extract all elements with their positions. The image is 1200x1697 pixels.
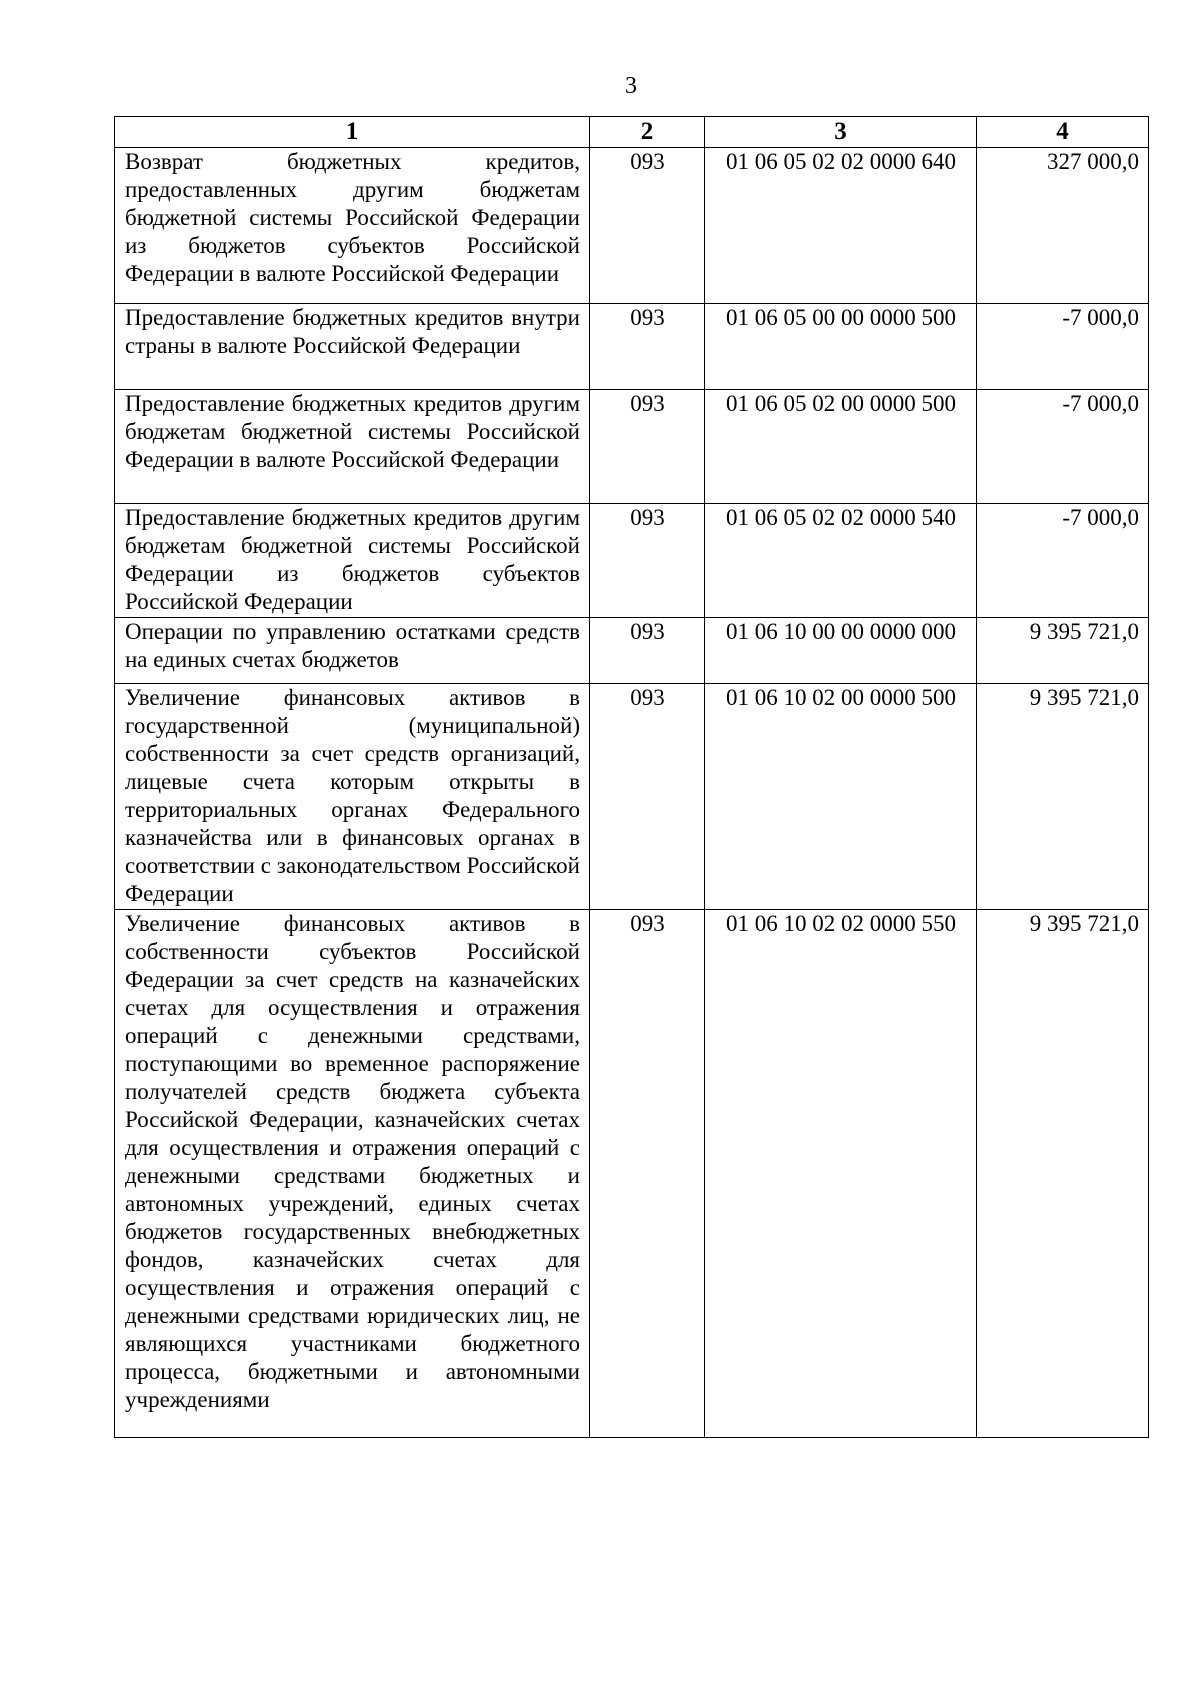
row-name: Операции по управлению остатками средств на единых счетах бюджетов xyxy=(115,618,590,684)
row-amount: 9 395 721,0 xyxy=(977,910,1149,1438)
row-budget-code: 01 06 05 02 02 0000 640 xyxy=(705,148,977,304)
table-row xyxy=(115,684,1149,910)
table-header-row xyxy=(115,117,1149,148)
row-budget-code: 01 06 10 02 00 0000 500 xyxy=(705,684,977,910)
row-amount: 327 000,0 xyxy=(977,148,1149,304)
table-row xyxy=(115,618,1149,684)
row-name: Предоставление бюджетных кредитов другим бюджетам бюджетной системы Российской Федерации в валюте Российской Федерации xyxy=(115,390,590,504)
row-budget-code: 01 06 10 02 02 0000 550 xyxy=(705,910,977,1438)
row-amount: 9 395 721,0 xyxy=(977,618,1149,684)
budget-sources-table xyxy=(114,116,1149,1438)
row-admin-code: 093 xyxy=(590,910,705,1438)
row-amount: 9 395 721,0 xyxy=(977,684,1149,910)
header-column-4: 4 xyxy=(977,117,1149,148)
row-admin-code: 093 xyxy=(590,504,705,618)
header-column-3: 3 xyxy=(705,117,977,148)
row-admin-code: 093 xyxy=(590,684,705,910)
table-row xyxy=(115,910,1149,1438)
row-name: Возврат бюджетных кредитов, предоставленных другим бюджетам бюджетной системы Российской Федерации из бюджетов субъектов Российской Федерации в валюте Российской Федерации xyxy=(115,148,590,304)
row-amount: -7 000,0 xyxy=(977,504,1149,618)
row-budget-code: 01 06 05 00 00 0000 500 xyxy=(705,304,977,390)
row-name: Предоставление бюджетных кредитов внутри страны в валюте Российской Федерации xyxy=(115,304,590,390)
header-column-1: 1 xyxy=(115,117,590,148)
table-row xyxy=(115,304,1149,390)
table-row xyxy=(115,390,1149,504)
row-name: Увеличение финансовых активов в государственной (муниципальной) собственности за счет средств организаций, лицевые счета которым открыты в территориальных органах Федерального казначейства или в финансовых органах в соответствии с законодательством Российской Федерации xyxy=(115,684,590,910)
row-name: Увеличение финансовых активов в собственности субъектов Российской Федерации за счет средств на казначейских счетах для осуществления и отражения операций с денежными средствами, поступающими во временное распоряжение получателей средств бюджета субъекта Российской Федерации, казначейских счетах для осуществления и отражения операций с денежными средствами бюджетных и автономных учреждений, единых счетах бюджетов государственных внебюджетных фондов, казначейских счетах для осуществления и отражения операций с денежными средствами юридических лиц, не являющихся участниками бюджетного процесса, бюджетными и автономными учреждениями xyxy=(115,910,590,1438)
row-amount: -7 000,0 xyxy=(977,390,1149,504)
row-admin-code: 093 xyxy=(590,618,705,684)
row-name: Предоставление бюджетных кредитов другим бюджетам бюджетной системы Российской Федерации из бюджетов субъектов Российской Федерации xyxy=(115,504,590,618)
table-row xyxy=(115,504,1149,618)
row-budget-code: 01 06 05 02 02 0000 540 xyxy=(705,504,977,618)
table-row xyxy=(115,148,1149,304)
page-number: 3 xyxy=(625,73,637,99)
row-budget-code: 01 06 05 02 00 0000 500 xyxy=(705,390,977,504)
row-amount: -7 000,0 xyxy=(977,304,1149,390)
header-column-2: 2 xyxy=(590,117,705,148)
row-admin-code: 093 xyxy=(590,390,705,504)
row-admin-code: 093 xyxy=(590,304,705,390)
row-budget-code: 01 06 10 00 00 0000 000 xyxy=(705,618,977,684)
row-admin-code: 093 xyxy=(590,148,705,304)
